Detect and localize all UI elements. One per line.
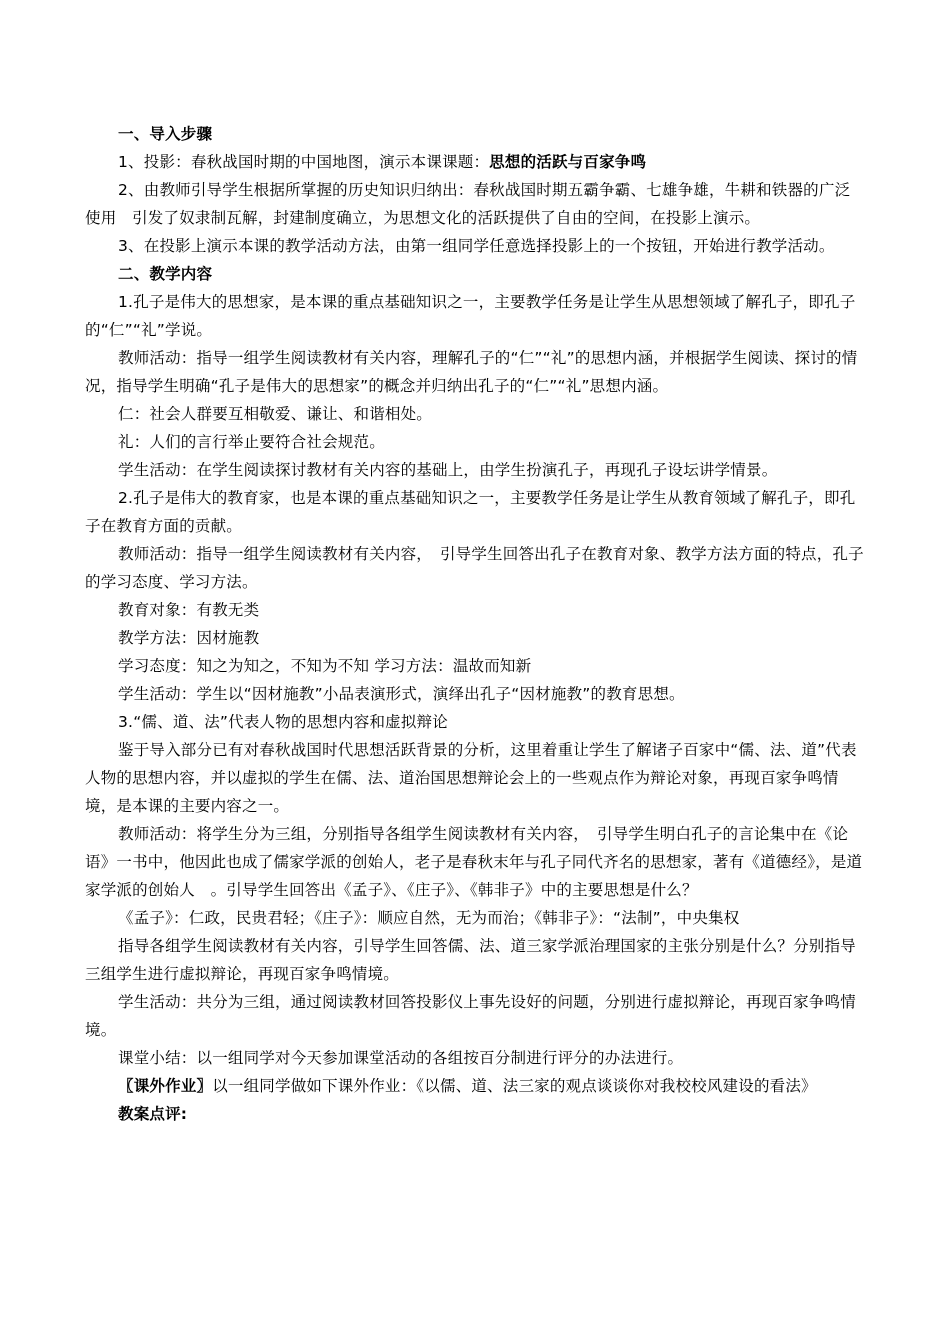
paragraph: 学生活动：学生以“因材施教”小品表演形式，演绎出孔子“因材施教”的教育思想。: [118, 685, 685, 703]
paragraph: 教师活动：将学生分为三组，分别指导各组学生阅读教材有关内容， 引导学生明白孔子的言论集中在《论语》一书中，他因此也成了儒家学派的创始人，老子是春秋末年与孔子同代齐名的思想家，著有《道德经》，是道家学派的创始人 。引导学生回答出《孟子》、《庄子》、《韩非子》中的主要思想是什么？: [85, 825, 863, 899]
paragraph: 《孟子》：仁政，民贵君轻；《庄子》：顺应自然，无为而治；《韩非子》：“法制”，中央集权: [118, 909, 740, 927]
paragraph: 教师活动：指导一组学生阅读教材有关内容， 引导学生回答出孔子在教育对象、教学方法方面的特点，孔子的学习态度、学习方法。: [85, 545, 864, 591]
paragraph: 3、在投影上演示本课的教学活动方法，由第一组同学任意选择投影上的一个按钮，开始进行教学活动。: [118, 237, 835, 255]
paragraph-text: 以一组同学做如下课外作业：《以儒、道、法三家的观点谈谈你对我校校风建设的看法》: [212, 1077, 817, 1095]
paragraph: 仁：社会人群要互相敬爱、谦让、和谐相处。: [118, 405, 433, 423]
paragraph: 2、由教师引导学生根据所掌握的历史知识归纳出：春秋战国时期五霸争霸、七雄争雄，牛耕和铁器的广泛使用 引发了奴隶制瓦解，封建制度确立，为思想文化的活跃提供了自由的空间，在投影上演示。: [85, 181, 851, 227]
paragraph: [85, 1072, 865, 1100]
lesson-title: 思想的活跃与百家争鸣: [489, 153, 647, 171]
paragraph: 3.“儒、道、法”代表人物的思想内容和虚拟辩论: [118, 713, 448, 731]
paragraph: 鉴于导入部分已有对春秋战国时代思想活跃背景的分析，这里着重让学生了解诸子百家中“儒、法、道”代表人物的思想内容，并以虚拟的学生在儒、法、道治国思想辩论会上的一些观点作为辩论对象，再现百家争鸣情境，是本课的主要内容之一。: [85, 741, 857, 815]
paragraph: 2.孔子是伟大的教育家，也是本课的重点基础知识之一，主要教学任务是让学生从教育领域了解孔子，即孔子在教育方面的贡献。: [85, 489, 856, 535]
paragraph-text: 1、投影：春秋战国时期的中国地图，演示本课课题：: [118, 153, 490, 171]
paragraph: 教学方法：因材施教: [118, 629, 260, 647]
paragraph: 指导各组学生阅读教材有关内容，引导学生回答儒、法、道三家学派治理国家的主张分别是什么？分别指导三组学生进行虚拟辩论，再现百家争鸣情境。: [85, 937, 856, 983]
section-heading: 二、教学内容: [118, 265, 213, 283]
paragraph: 学生活动：在学生阅读探讨教材有关内容的基础上，由学生扮演孔子，再现孔子设坛讲学情景。: [118, 461, 778, 479]
section-heading: 一、导入步骤: [118, 125, 213, 143]
section-heading: 教案点评:: [118, 1105, 188, 1123]
paragraph: 学习态度：知之为知之，不知为不知 学习方法：温故而知新: [118, 657, 532, 675]
paragraph: 学生活动：共分为三组，通过阅读教材回答投影仪上事先设好的问题，分别进行虚拟辩论，再现百家争鸣情境。: [85, 993, 856, 1039]
paragraph: 教育对象：有教无类: [118, 601, 260, 619]
homework-label: 〖课外作业〗: [118, 1077, 213, 1095]
paragraph: 1.孔子是伟大的思想家，是本课的重点基础知识之一，主要教学任务是让学生从思想领域了解孔子，即孔子的“仁”“礼”学说。: [85, 293, 856, 339]
document-body: [85, 120, 865, 1128]
paragraph: 教师活动：指导一组学生阅读教材有关内容，理解孔子的“仁”“礼”的思想内涵，并根据学生阅读、探讨的情况，指导学生明确“孔子是伟大的思想家”的概念并归纳出孔子的“仁”“礼”思想内涵。: [85, 349, 858, 395]
paragraph: [85, 148, 865, 176]
paragraph: 课堂小结：以一组同学对今天参加课堂活动的各组按百分制进行评分的办法进行。: [118, 1049, 684, 1067]
paragraph: 礼：人们的言行举止要符合社会规范。: [118, 433, 385, 451]
